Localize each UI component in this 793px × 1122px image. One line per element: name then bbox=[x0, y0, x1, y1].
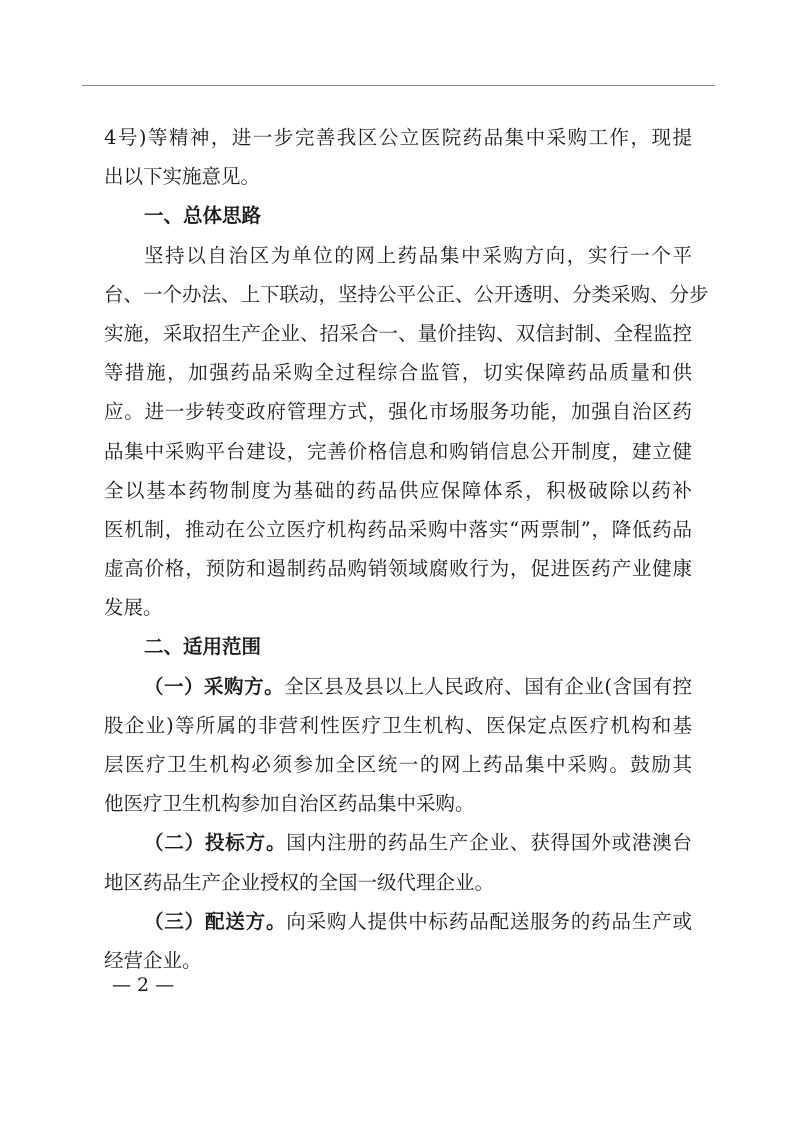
body-line: 实施，采取招生产企业、招采合一、量价挂钩、双信封制、全程监控 bbox=[104, 321, 692, 345]
header-rule bbox=[82, 85, 715, 86]
list-item-label: （三）配送方。 bbox=[144, 909, 287, 933]
list-item-label: （二）投标方。 bbox=[144, 831, 287, 855]
body-line: 等措施，加强药品采购全过程综合监管，切实保障药品质量和供 bbox=[104, 361, 692, 385]
document-body bbox=[104, 118, 709, 980]
list-item-line bbox=[104, 902, 692, 941]
body-line: 全以基本药物制度为基础的药品供应保障体系，积极破除以药补 bbox=[104, 478, 692, 502]
body-line: 地区药品生产企业授权的全国一级代理企业。 bbox=[104, 870, 495, 894]
list-item-text: 全区县及县以上人民政府、国有企业(含国有控 bbox=[284, 674, 692, 698]
list-item-line bbox=[104, 823, 692, 862]
body-line: 他医疗卫生机构参加自治区药品集中采购。 bbox=[104, 792, 475, 816]
body-line: 发展。 bbox=[104, 596, 163, 620]
body-line: 虚高价格，预防和遏制药品购销领域腐败行为，促进医药产业健康 bbox=[104, 557, 692, 581]
list-item-line bbox=[104, 667, 692, 706]
body-line: 4号)等精神，进一步完善我区公立医院药品集中采购工作，现提 bbox=[104, 126, 692, 149]
body-line: 坚持以自治区为单位的网上药品集中采购方向，实行一个平 bbox=[144, 243, 692, 267]
list-item-text: 向采购人提供中标药品配送服务的药品生产或 bbox=[286, 909, 692, 933]
body-line: 品集中采购平台建设，完善价格信息和购销信息公开制度，建立健 bbox=[104, 439, 692, 463]
section-heading: 二、适用范围 bbox=[144, 635, 262, 659]
body-line: 医机制，推动在公立医疗机构药品采购中落实“两票制”，降低药品 bbox=[104, 517, 692, 541]
body-line: 应。进一步转变政府管理方式，强化市场服务功能，加强自治区药 bbox=[104, 400, 692, 424]
page-number: — 2 — bbox=[112, 974, 175, 996]
body-line: 出以下实施意见。 bbox=[104, 165, 261, 189]
body-line: 台、一个办法、上下联动，坚持公平公正、公开透明、分类采购、分步 bbox=[104, 282, 709, 306]
section-heading: 一、总体思路 bbox=[144, 204, 262, 228]
body-line: 经营企业。 bbox=[104, 948, 202, 972]
list-item-text: 国内注册的药品生产企业、获得国外或港澳台 bbox=[286, 831, 692, 855]
body-line: 层医疗卫生机构必须参加全区统一的网上药品集中采购。鼓励其 bbox=[104, 753, 692, 776]
body-line: 股企业)等所属的非营利性医疗卫生机构、医保定点医疗机构和基 bbox=[104, 713, 692, 737]
list-item-label: （一）采购方。 bbox=[144, 674, 285, 698]
